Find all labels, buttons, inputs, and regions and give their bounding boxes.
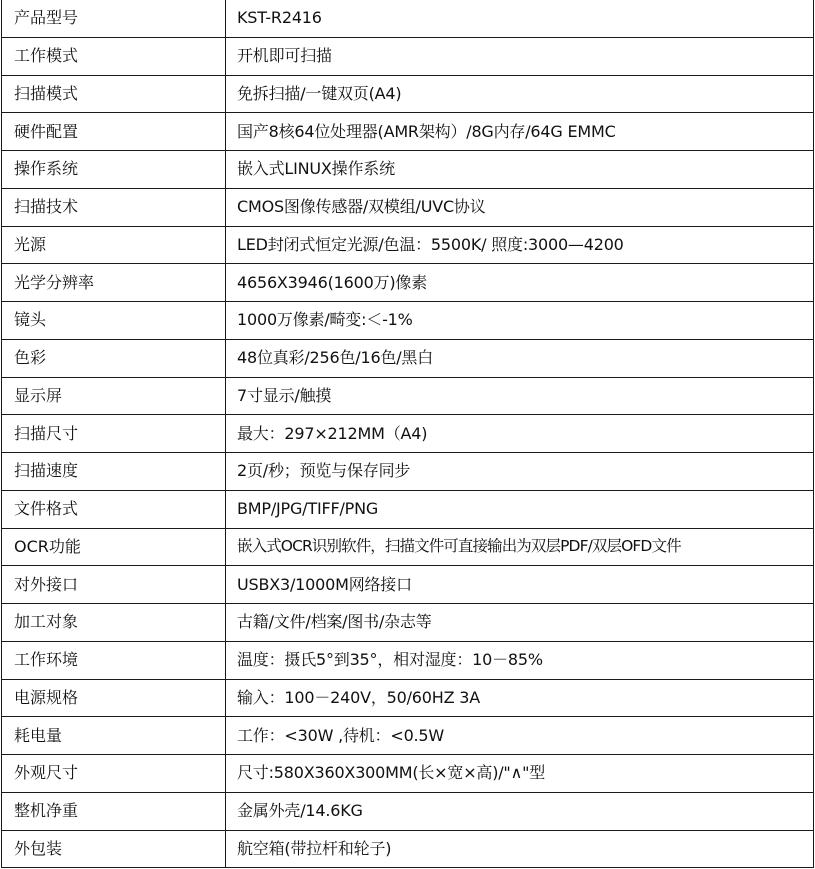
spec-key: 扫描速度 [2, 453, 226, 491]
spec-value: LED封闭式恒定光源/色温：5500K/ 照度:3000—4200 [226, 226, 814, 264]
spec-value: USBX3/1000M网络接口 [226, 566, 814, 604]
spec-key: 显示屏 [2, 377, 226, 415]
table-row [2, 528, 814, 566]
spec-value: 4656X3946(1600万)像素 [226, 264, 814, 302]
spec-key: 扫描尺寸 [2, 415, 226, 453]
table-row [2, 604, 814, 642]
spec-key: 文件格式 [2, 490, 226, 528]
spec-value: 最大：297×212MM（A4) [226, 415, 814, 453]
spec-key: 电源规格 [2, 679, 226, 717]
table-row [2, 113, 814, 151]
spec-key: 工作模式 [2, 37, 226, 75]
table-row [2, 151, 814, 189]
spec-value: 嵌入式LINUX操作系统 [226, 151, 814, 189]
spec-key: 整机净重 [2, 792, 226, 830]
spec-value: 航空箱(带拉杆和轮子) [226, 830, 814, 868]
table-row [2, 792, 814, 830]
spec-value: 免拆扫描/一键双页(A4) [226, 75, 814, 113]
table-row [2, 75, 814, 113]
spec-value: 7寸显示/触摸 [226, 377, 814, 415]
spec-key: 色彩 [2, 339, 226, 377]
table-row [2, 339, 814, 377]
spec-value: 1000万像素/畸变:＜-1% [226, 302, 814, 340]
spec-value: 嵌入式OCR识别软件，扫描文件可直接输出为双层PDF/双层OFD文件 [226, 528, 814, 566]
spec-key: 光源 [2, 226, 226, 264]
spec-value: 输入：100－240V，50/60HZ 3A [226, 679, 814, 717]
table-row [2, 188, 814, 226]
spec-value: KST-R2416 [226, 0, 814, 37]
table-row [2, 717, 814, 755]
spec-value: 国产8核64位处理器(AMR架构）/8G内存/64G EMMC [226, 113, 814, 151]
spec-value: BMP/JPG/TIFF/PNG [226, 490, 814, 528]
spec-key: 镜头 [2, 302, 226, 340]
spec-key: 扫描技术 [2, 188, 226, 226]
spec-key: 光学分辨率 [2, 264, 226, 302]
table-row [2, 490, 814, 528]
table-row [2, 0, 814, 37]
table-row [2, 755, 814, 793]
spec-table [1, 0, 814, 868]
spec-key: OCR功能 [2, 528, 226, 566]
spec-value: 温度：摄氏5°到35°，相对湿度：10－85% [226, 641, 814, 679]
spec-key: 加工对象 [2, 604, 226, 642]
table-row [2, 377, 814, 415]
table-row [2, 302, 814, 340]
table-row [2, 566, 814, 604]
spec-key: 外包装 [2, 830, 226, 868]
spec-value: 尺寸:580X360X300MM(长×宽×高)/"∧"型 [226, 755, 814, 793]
table-row [2, 453, 814, 491]
spec-value: 工作：<30W ,待机：<0.5W [226, 717, 814, 755]
spec-key: 工作环境 [2, 641, 226, 679]
table-row [2, 37, 814, 75]
spec-value: 开机即可扫描 [226, 37, 814, 75]
table-row [2, 415, 814, 453]
spec-value: 2页/秒；预览与保存同步 [226, 453, 814, 491]
spec-key: 外观尺寸 [2, 755, 226, 793]
spec-key: 扫描模式 [2, 75, 226, 113]
spec-key: 对外接口 [2, 566, 226, 604]
spec-key: 硬件配置 [2, 113, 226, 151]
spec-value: 古籍/文件/档案/图书/杂志等 [226, 604, 814, 642]
table-row [2, 679, 814, 717]
spec-key: 耗电量 [2, 717, 226, 755]
spec-key: 产品型号 [2, 0, 226, 37]
spec-value: 48位真彩/256色/16色/黑白 [226, 339, 814, 377]
spec-value: CMOS图像传感器/双模组/UVC协议 [226, 188, 814, 226]
table-row [2, 830, 814, 868]
spec-key: 操作系统 [2, 151, 226, 189]
table-row [2, 641, 814, 679]
spec-value: 金属外壳/14.6KG [226, 792, 814, 830]
table-row [2, 264, 814, 302]
table-row [2, 226, 814, 264]
